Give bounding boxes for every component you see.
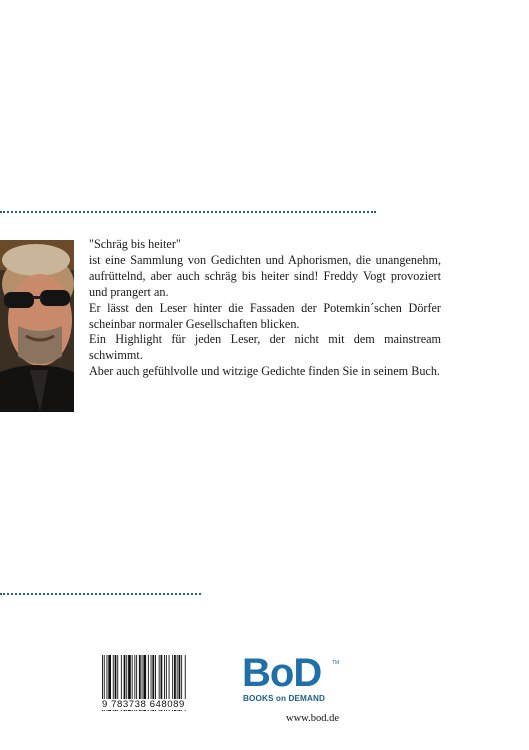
blurb-paragraph: Ein Highlight für jeden Leser, der nicht mit dem mainstream schwimmt.	[89, 332, 441, 363]
bod-publisher-logo	[242, 651, 340, 705]
bod-logo-wordmark: BoD	[242, 651, 322, 695]
top-dotted-rule	[0, 211, 376, 213]
trademark-symbol: TM	[332, 660, 340, 666]
publisher-website: www.bod.de	[286, 713, 339, 724]
author-photo	[0, 240, 74, 412]
bottom-dotted-rule	[0, 593, 201, 595]
blurb-paragraph: Aber auch gefühlvolle und witzige Gedichte finden Sie in seinem Buch.	[89, 364, 440, 379]
isbn-number: 9 783738 648089	[100, 699, 228, 710]
blurb-paragraph: ist eine Sammlung von Gedichten und Aphorismen, die unangenehm, aufrüttelnd, aber auch schräg bis heiter sind! Freddy Vogt provoziert und prangert an.	[89, 252, 441, 299]
back-cover-blurb	[89, 237, 441, 380]
blurb-title: "Schräg bis heiter"	[89, 237, 181, 251]
blurb-paragraph: Er lässt den Leser hinter die Fassaden der Potemkin´schen Dörfer scheinbar normaler Gesellschaften blicken.	[89, 300, 441, 331]
bod-tagline: BOOKS on DEMAND	[243, 694, 326, 703]
